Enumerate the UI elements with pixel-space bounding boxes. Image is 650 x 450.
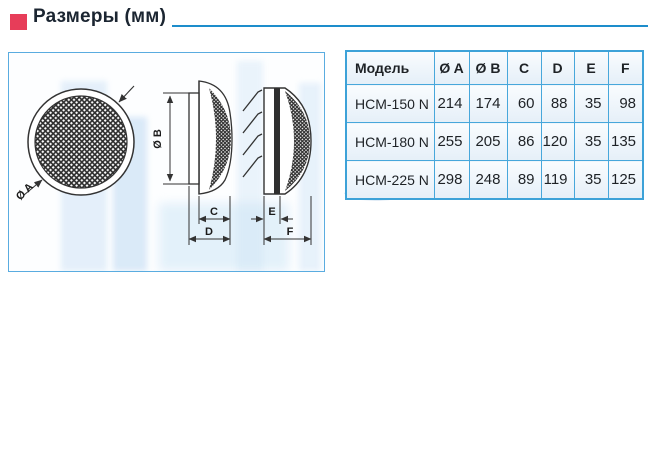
dimension-drawing-panel: [8, 52, 325, 272]
table-row: [346, 161, 643, 200]
value-cell: 98: [608, 85, 643, 123]
section-rule: [172, 25, 648, 27]
column-header-model: Модель: [346, 51, 434, 85]
value-cell: 89: [507, 161, 541, 200]
value-cell: 88: [541, 85, 574, 123]
dimensions-table: [345, 50, 644, 200]
value-cell: 135: [608, 123, 643, 161]
column-header-d: D: [541, 51, 574, 85]
side-view: [189, 81, 232, 245]
value-cell: 35: [574, 85, 608, 123]
dim-label-f: F: [286, 226, 294, 238]
value-cell: 214: [434, 85, 469, 123]
dim-label-dia-a: Ø A: [13, 180, 36, 203]
dim-label-dia-b: Ø B: [152, 129, 164, 149]
side-view-mounted: [243, 88, 311, 245]
dim-label-e: E: [268, 206, 276, 218]
table-row: [346, 123, 643, 161]
value-cell: 248: [469, 161, 507, 200]
column-header-dia-a: Ø A: [434, 51, 469, 85]
value-cell: 298: [434, 161, 469, 200]
section-bullet: [10, 14, 27, 30]
value-cell: 60: [507, 85, 541, 123]
section-title: Размеры (мм): [33, 6, 167, 27]
column-header-c: C: [507, 51, 541, 85]
dim-label-c: C: [210, 206, 218, 218]
value-cell: 86: [507, 123, 541, 161]
value-cell: 174: [469, 85, 507, 123]
dim-label-d: D: [205, 226, 213, 238]
table-row: [346, 85, 643, 123]
fan-dimension-drawing: [9, 53, 324, 271]
front-view: [24, 86, 134, 195]
table-header-row: [346, 51, 643, 85]
value-cell: 35: [574, 123, 608, 161]
value-cell: 125: [608, 161, 643, 200]
model-cell: HCM-225 N: [346, 161, 434, 200]
column-header-e: E: [574, 51, 608, 85]
value-cell: 120: [541, 123, 574, 161]
model-cell: HCM-180 N: [346, 123, 434, 161]
model-cell: HCM-150 N: [346, 85, 434, 123]
column-header-f: F: [608, 51, 643, 85]
value-cell: 35: [574, 161, 608, 200]
value-cell: 205: [469, 123, 507, 161]
value-cell: 119: [541, 161, 574, 200]
column-header-dia-b: Ø B: [469, 51, 507, 85]
value-cell: 255: [434, 123, 469, 161]
